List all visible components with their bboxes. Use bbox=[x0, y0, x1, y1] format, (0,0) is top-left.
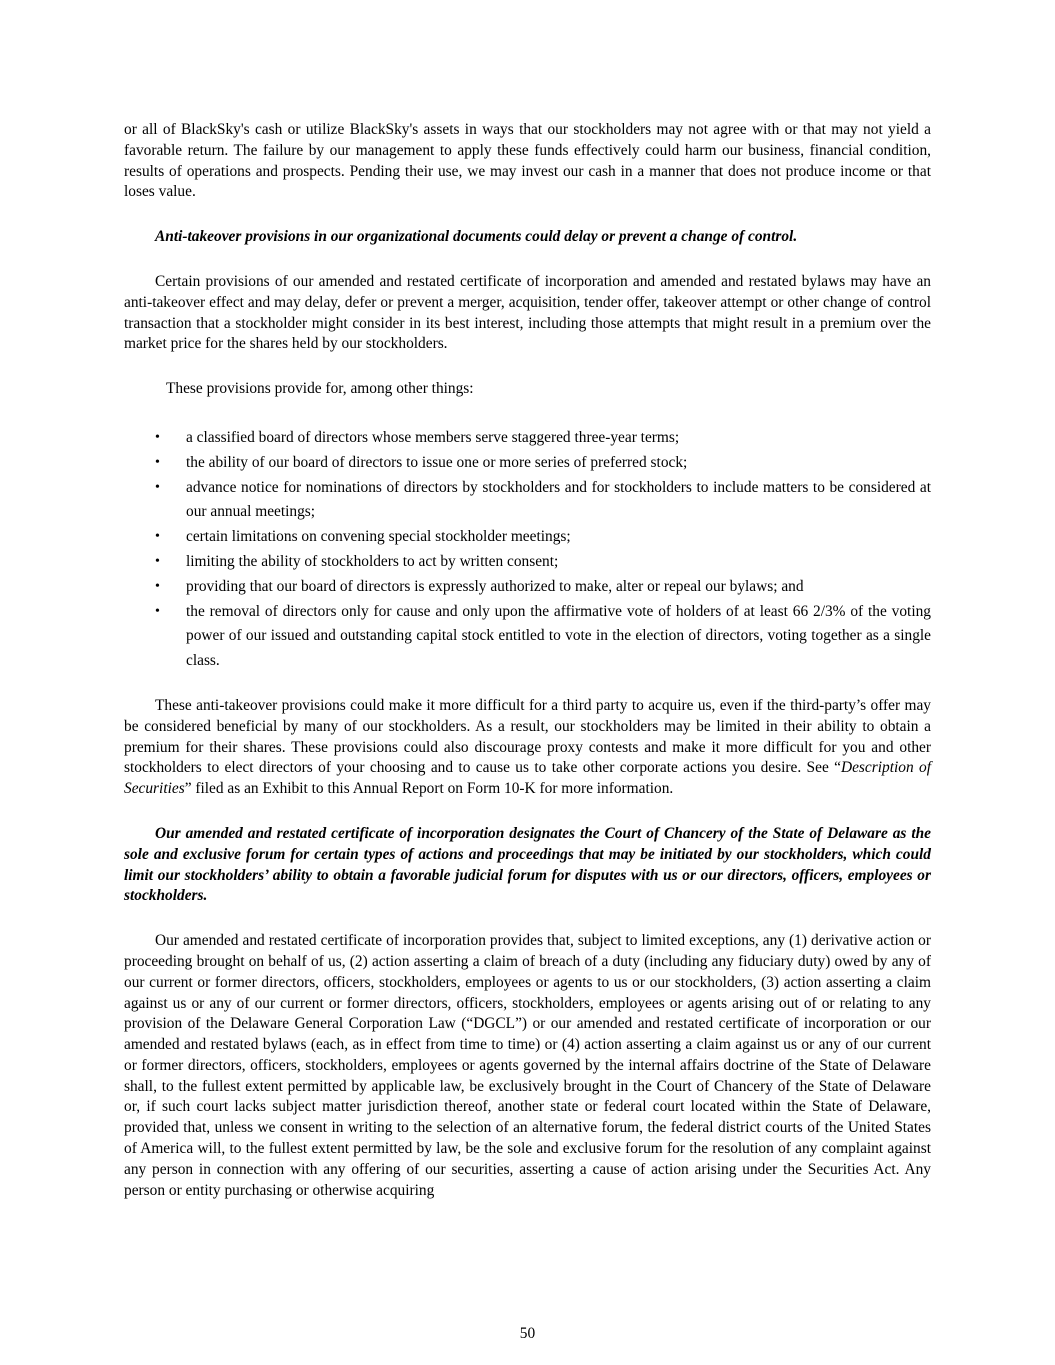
list-item-text: limiting the ability of stockholders to act by written consent; bbox=[186, 552, 559, 570]
forum-paragraph: Our amended and restated certificate of incorporation provides that, subject to limited exceptions, any (1) derivative action or proceeding brought on behalf of us, (2) action asserting a claim of breach of a duty (including any fiduciary duty) owed by any of our current or former directors, officers, stockholders, employees or agents to us or our stockholders, (3) action asserting a claim against us or any of our current or former directors, officers, stockholders, employees or agents arising out of or relating to any provision of the Delaware General Corporation Law (“DGCL”) or our amended and restated certificate of incorporation or our amended and restated bylaws (each, as in effect from time to time) or (4) action asserting a claim against us or any of our current or former directors, officers, stockholders, employees or agents governed by the internal affairs doctrine of the State of Delaware shall, to the fullest extent permitted by applicable law, be exclusively brought in the Court of Chancery of the State of Delaware or, if such court lacks subject matter jurisdiction thereof, another state or federal court located within the State of Delaware, provided that, unless we consent in writing to the selection of an alternative forum, the federal district courts of the United States of America will, to the fullest extent permitted by law, be the sole and exclusive forum for the resolution of any complaint against any person in connection with any offering of our securities, asserting a cause of action arising under the Securities Act. Any person or entity purchasing or otherwise acquiring bbox=[124, 932, 931, 1199]
bullet-icon: • bbox=[155, 454, 160, 470]
list-item-text: providing that our board of directors is expressly authorized to make, alter or repeal our bylaws; and bbox=[186, 577, 804, 595]
effects-text-after: ” filed as an Exhibit to this Annual Report on Form 10-K for more information. bbox=[184, 780, 674, 798]
list-item-text: the removal of directors only for cause and only upon the affirmative vote of holders of at least 66 2/3% of the voting power of our issued and outstanding capital stock entitled to vote in the election of directors, voting together as a single class. bbox=[186, 602, 931, 670]
list-item-text: a classified board of directors whose members serve staggered three-year terms; bbox=[186, 428, 680, 446]
anti-takeover-paragraph: Certain provisions of our amended and restated certificate of incorporation and amended and restated bylaws may have an anti-takeover effect and may delay, defer or prevent a merger, acquisition, tender offer, takeover attempt or other change of control transaction that a stockholder might consider in its best interest, including those attempts that might result in a premium over the market price for the shares held by our stockholders. bbox=[124, 272, 931, 353]
list-item bbox=[124, 600, 931, 674]
forum-heading: Our amended and restated certificate of incorporation designates the Court of Chancery of the State of Delaware as the sole and exclusive forum for certain types of actions and proceedings that may be initiated by our stockholders, which could limit our stockholders’ ability to obtain a favorable judicial forum for disputes with us or our directors, officers, employees or stockholders. bbox=[124, 824, 931, 905]
bullet-icon: • bbox=[155, 529, 160, 545]
list-item bbox=[124, 426, 931, 451]
securities-reference: Description of Securities bbox=[124, 759, 931, 798]
list-item-text: the ability of our board of directors to issue one or more series of preferred stock; bbox=[186, 453, 688, 471]
list-item-text: advance notice for nominations of directors by stockholders and for stockholders to include matters to be considered at our annual meetings; bbox=[186, 478, 931, 521]
list-item bbox=[124, 550, 931, 575]
bullet-icon: • bbox=[155, 578, 160, 594]
document-page bbox=[124, 120, 931, 1201]
list-item bbox=[124, 525, 931, 550]
page-number: 50 bbox=[519, 1325, 536, 1342]
list-item-text: certain limitations on convening special stockholder meetings; bbox=[186, 528, 571, 546]
bullet-icon: • bbox=[155, 553, 160, 569]
provisions-intro: These provisions provide for, among other things: bbox=[166, 380, 474, 398]
bullet-icon: • bbox=[155, 479, 160, 495]
bullet-icon: • bbox=[155, 603, 160, 619]
effects-text-before: These anti-takeover provisions could make it more difficult for a third party to acquire us, even if the third-party’s offer may be considered beneficial by many of our stockholders. As a result, our stockholders may be limited in their ability to obtain a premium for their shares. These provisions could also discourage proxy contests and make it more difficult for you and other stockholders to elect directors of your choosing and to cause us to take other corporate actions you desire. See “ bbox=[124, 696, 931, 777]
bullet-icon: • bbox=[155, 429, 160, 445]
continuation-paragraph: or all of BlackSky's cash or utilize BlackSky's assets in ways that our stockholders may not agree with or that may not yield a favorable return. The failure by our management to apply these funds effectively could harm our business, financial condition, results of operations and prospects. Pending their use, we may invest our cash in a manner that does not produce income or that loses value. bbox=[124, 121, 931, 201]
list-item bbox=[124, 575, 931, 600]
list-item bbox=[124, 476, 931, 526]
list-item bbox=[124, 451, 931, 476]
effects-paragraph bbox=[124, 696, 931, 800]
provisions-list bbox=[124, 426, 931, 674]
anti-takeover-heading: Anti-takeover provisions in our organizational documents could delay or prevent a change of control. bbox=[155, 228, 798, 246]
